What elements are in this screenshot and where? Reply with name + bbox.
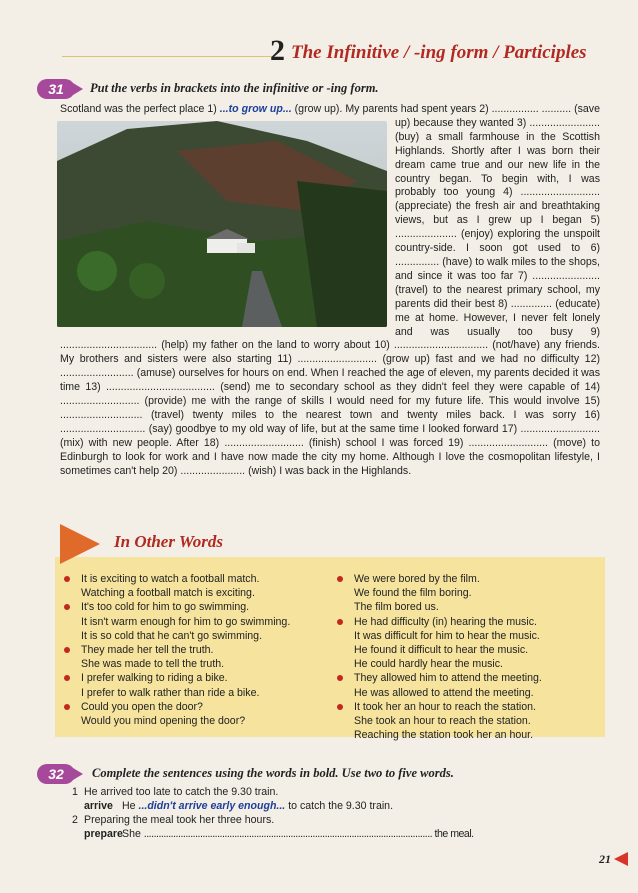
rephrase-item-bullet: It's too cold for him to go swimming. (64, 600, 334, 614)
page-number (599, 852, 628, 867)
exercise-31-text (60, 103, 600, 478)
in-other-words-left-column (64, 572, 334, 728)
in-other-words-right-column (337, 572, 587, 742)
rephrase-item-alternative: It is so cold that he can't go swimming. (81, 629, 263, 642)
in-other-words-title: In Other Words (114, 532, 223, 551)
rephrase-item-alternative: It was difficult for him to hear the music. (354, 629, 540, 642)
exercise-32-badge: 32 (37, 764, 75, 784)
answer-suffix: to catch the 9.30 train. (285, 799, 394, 812)
rephrase-item-alternative: It isn't warm enough for him to go swimming. (81, 615, 291, 628)
rephrase-item-bullet: We were bored by the film. (337, 572, 587, 586)
example-answer: ...didn't arrive early enough... (138, 799, 286, 812)
rephrase-item-alternative: I prefer to walk rather than ride a bike. (81, 686, 260, 699)
item-sentence: He arrived too late to catch the 9.30 train. (84, 786, 279, 798)
section-arrow-icon (60, 524, 100, 564)
page-number-text: 21 (599, 852, 611, 866)
keyword: arrive (84, 799, 113, 812)
rephrase-item-alternative: Reaching the station took her an hour. (354, 729, 534, 742)
chapter-heading (270, 34, 587, 68)
ex31-text-start: Scotland was the perfect place 1) (60, 103, 220, 115)
answer-blank: ...................................................................................................................... the meal. (143, 827, 474, 840)
exercise-32-instruction: Complete the sentences using the words in bold. Use two to five words. (92, 766, 454, 780)
rephrase-item-bullet: They made her tell the truth. (64, 643, 334, 657)
highland-farmhouse-photo (57, 121, 387, 327)
ex32-item-1-answer-line (72, 800, 597, 814)
rephrase-item-bullet: It took her an hour to reach the station. (337, 700, 587, 714)
page-arrow-icon (614, 852, 628, 866)
ex31-text-continued: (grow up). My parents had spent years 2) ................ .......... (save up) because they wanted 3) ........................ (buy) a small farmhouse in the Scottish Highlands. Shortly after I was born their dream came true and our new life in the country began. To begin with, I was probably too young 4) ........................... (appreciate) the fresh air and breathtaking views, but as I grew up I began 5) ..................... (enjoy) exploring the unspoilt country-side. I soon got used to 6) ............... (have) to walk miles to the shops, and since it was too far 7) ....................... (travel) to the nearest primary school, my parents did their best 8) .............. (educate) me at home. However, I never felt lonely and was usually too busy 9) ................................. (help) my father on the land to worry about 10) ................................ (not/have) any friends. My brothers and sisters were also starting 11) ........................... (grow up) fast and we had no difficulty 12) ......................... (amuse) ourselves for hours on end. When I reached the age of eleven, my parents decided it was time 13) ..................................... (send) me to secondary school as they didn't feel they were capable of 14) ........................... (provide) me with the range of skills I would need for my future life. This would involve 15) ............................ (travel) twenty miles to the nearest town and twenty miles back. I was sorry 16) ............................. (say) goodbye to my old way of life, but at the same time I looked forward 17) ........................... (mix) with new people. After 18) ........................... (finish) school I was forced 19) ........................... (move) to Edinburgh to look for work and I have now made the city my home. Although I love the cosmopolitan lifestyle, I sometimes can't help 20) ...................... (wish) I was back in the Highlands. (60, 103, 600, 477)
rephrase-item-alternative: He could hardly hear the music. (354, 658, 503, 671)
rephrase-item-alternative: He was allowed to attend the meeting. (354, 686, 534, 699)
rephrase-item-alternative: We found the film boring. (354, 587, 472, 600)
answer-prefix: He (122, 799, 139, 812)
exercise-31-instruction: Put the verbs in brackets into the infinitive or -ing form. (90, 81, 379, 95)
rephrase-item-bullet: He had difficulty (in) hearing the music. (337, 615, 587, 629)
exercise-31-badge: 31 (37, 79, 75, 99)
item-number: 2 (72, 813, 78, 826)
ex32-item-2-answer-line (72, 828, 597, 842)
chapter-title: The Infinitive / -ing form / Participles (291, 42, 587, 63)
header-rule (62, 56, 272, 57)
ex32-item-2-sentence (72, 814, 597, 828)
rephrase-item-alternative: She was made to tell the truth. (81, 658, 225, 671)
item-sentence: Preparing the meal took her three hours. (84, 813, 275, 826)
rephrase-item-alternative: Watching a football match is exciting. (81, 587, 255, 600)
rephrase-item-bullet: Could you open the door? (64, 700, 334, 714)
rephrase-item-bullet: I prefer walking to riding a bike. (64, 671, 334, 685)
ex32-item-1-sentence (72, 786, 597, 800)
answer-prefix: She (122, 827, 144, 840)
rephrase-item-bullet: It is exciting to watch a football match. (64, 572, 334, 586)
rephrase-item-alternative: The film bored us. (354, 601, 439, 614)
chapter-number: 2 (270, 34, 285, 67)
rephrase-item-bullet: They allowed him to attend the meeting. (337, 671, 587, 685)
ex31-example-answer: ...to grow up... (219, 103, 292, 115)
in-other-words-header (60, 530, 605, 558)
rephrase-item-alternative: She took an hour to reach the station. (354, 715, 531, 728)
rephrase-item-alternative: He found it difficult to hear the music. (354, 644, 529, 657)
item-number: 1 (72, 786, 78, 798)
rephrase-item-alternative: Would you mind opening the door? (81, 715, 246, 728)
keyword: prepare (84, 827, 123, 840)
exercise-32-items (72, 786, 597, 842)
